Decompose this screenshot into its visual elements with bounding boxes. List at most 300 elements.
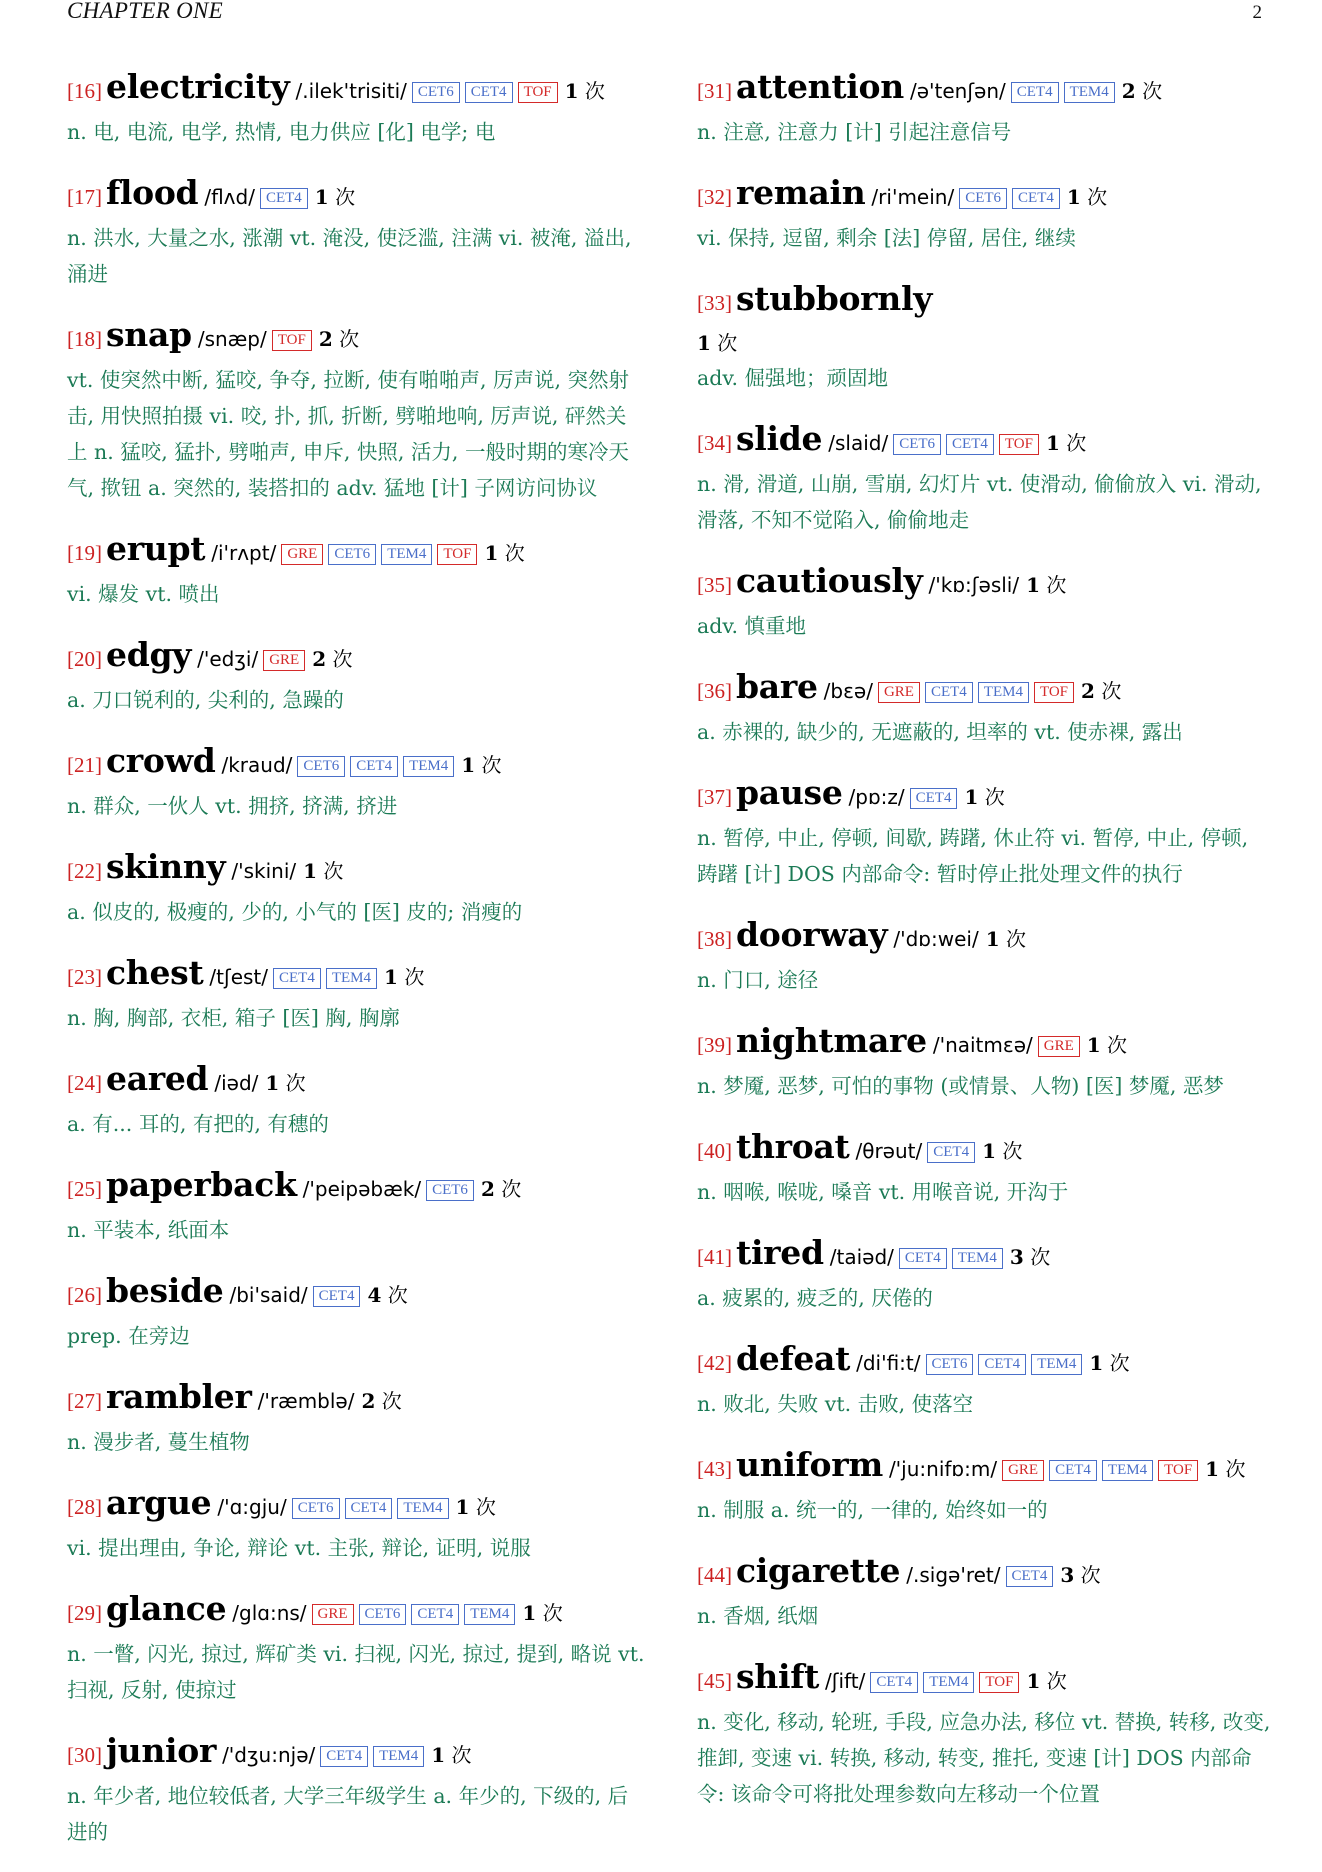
entry-headline <box>67 528 645 576</box>
occurrence <box>1089 1351 1129 1375</box>
occurrence-unit: 次 <box>584 79 605 103</box>
exam-tag: TOF <box>979 1672 1019 1693</box>
entry-headline <box>697 914 1275 962</box>
pronunciation: /tʃest/ <box>209 965 269 989</box>
entry-headline <box>67 1482 645 1530</box>
exam-tag: TOF <box>272 330 312 351</box>
pronunciation: /'dɒ:wei/ <box>893 927 979 951</box>
entry-headline <box>67 952 645 1000</box>
occurrence <box>522 1601 562 1625</box>
exam-tag: CET6 <box>426 1180 474 1201</box>
entry-number: [18] <box>67 327 102 351</box>
entry-number: [32] <box>697 185 732 209</box>
headword: throat <box>736 1127 850 1166</box>
headword: pause <box>736 773 843 812</box>
occurrence <box>384 965 424 989</box>
entry-headline <box>67 172 645 220</box>
occurrence-count: 4 <box>367 1283 382 1307</box>
pronunciation: /i'rʌpt/ <box>211 541 277 565</box>
occurrence <box>1081 679 1121 703</box>
occurrence-unit: 次 <box>1005 927 1026 951</box>
exam-tag: CET4 <box>870 1672 918 1693</box>
occurrence-unit: 次 <box>1087 185 1108 209</box>
pronunciation: /'ræmblə/ <box>257 1389 355 1413</box>
occurrence-unit: 次 <box>481 753 502 777</box>
pronunciation: /di'fi:t/ <box>856 1351 921 1375</box>
entry-headline <box>67 634 645 682</box>
entry-number: [22] <box>67 859 102 883</box>
definition: n. 群众, 一伙人 vt. 拥挤, 挤满, 挤进 <box>67 794 398 818</box>
exam-tag: TOF <box>437 544 477 565</box>
headword: doorway <box>736 915 888 954</box>
definition: n. 洪水, 大量之水, 涨潮 vt. 淹没, 使泛滥, 注满 vi. 被淹, 溢出, 涌进 <box>67 226 632 286</box>
occurrence-count: 1 <box>314 185 329 209</box>
definition: adv. 倔强地；顽固地 <box>697 366 889 390</box>
exam-tag: GRE <box>281 544 323 565</box>
entry-headline <box>697 1444 1275 1492</box>
occurrence-unit: 次 <box>381 1389 402 1413</box>
definition: n. 一瞥, 闪光, 掠过, 辉矿类 vi. 扫视, 闪光, 掠过, 提到, 略说 vt. 扫视, 反射, 使掠过 <box>67 1642 645 1702</box>
occurrence-unit: 次 <box>1066 431 1087 455</box>
occurrence-count: 2 <box>312 647 327 671</box>
exam-tag: CET4 <box>899 1248 947 1269</box>
entry-number: [25] <box>67 1177 102 1201</box>
definition: vi. 保持, 逗留, 剩余 [法] 停留, 居住, 继续 <box>697 226 1076 250</box>
occurrence-unit: 次 <box>1030 1245 1051 1269</box>
entry-number: [41] <box>697 1245 732 1269</box>
exam-tag: CET6 <box>297 756 345 777</box>
dictionary-entry <box>697 1656 1275 1812</box>
page-number: 2 <box>1252 2 1262 23</box>
occurrence-count: 1 <box>1026 1669 1041 1693</box>
pronunciation: /'ɑ:gju/ <box>217 1495 287 1519</box>
headword: snap <box>106 315 192 354</box>
definition: a. 刀口锐利的, 尖利的, 急躁的 <box>67 688 344 712</box>
definition: vt. 使突然中断, 猛咬, 争夺, 拉断, 使有啪啪声, 厉声说, 突然射击, 用快照拍摄 vi. 咬, 扑, 抓, 折断, 劈啪地响, 厉声说, 砰然关上 n. 猛咬, 猛扑, 劈啪声, 申斥, 快照, 活力, 一般时期的寒冷天气, 揿钮 a. 突然的, 装搭扣的 adv. 猛地 [计] 子网访问协议 <box>67 368 630 500</box>
pronunciation: /bi'said/ <box>229 1283 308 1307</box>
pronunciation: /flʌd/ <box>204 185 255 209</box>
entry-number: [16] <box>67 79 102 103</box>
occurrence <box>312 647 352 671</box>
occurrence <box>565 79 605 103</box>
exam-tag: TEM4 <box>381 544 432 565</box>
pronunciation: /'ju:nifɒ:m/ <box>888 1457 998 1481</box>
occurrence-unit: 次 <box>1101 679 1122 703</box>
occurrence-unit: 次 <box>1107 1033 1128 1057</box>
entry-number: [31] <box>697 79 732 103</box>
pronunciation: /bɛə/ <box>823 679 873 703</box>
occurrence <box>456 1495 496 1519</box>
occurrence-line <box>697 326 1275 360</box>
entry-headline <box>67 846 645 894</box>
occurrence-count: 1 <box>265 1071 280 1095</box>
pronunciation: /.sigə'ret/ <box>906 1563 1001 1587</box>
occurrence <box>367 1283 407 1307</box>
exam-tag: CET4 <box>273 968 321 989</box>
entry-headline <box>67 1588 645 1636</box>
dictionary-entry <box>697 1338 1275 1422</box>
occurrence-unit: 次 <box>404 965 425 989</box>
exam-tag: CET4 <box>465 82 513 103</box>
entry-number: [24] <box>67 1071 102 1095</box>
entry-number: [20] <box>67 647 102 671</box>
pronunciation: /'peipəbæk/ <box>302 1177 422 1201</box>
exam-tag: GRE <box>263 650 305 671</box>
headword: paperback <box>106 1165 297 1204</box>
entry-number: [35] <box>697 573 732 597</box>
occurrence <box>1067 185 1107 209</box>
pronunciation: /kraud/ <box>221 753 293 777</box>
definition: n. 门口, 途径 <box>697 968 819 992</box>
dictionary-entry <box>67 172 645 292</box>
pronunciation: /glɑ:ns/ <box>232 1601 307 1625</box>
exam-tag: GRE <box>878 682 920 703</box>
entry-number: [39] <box>697 1033 732 1057</box>
exam-tag: CET4 <box>411 1604 459 1625</box>
headword: bare <box>736 667 818 706</box>
occurrence-count: 3 <box>1009 1245 1024 1269</box>
occurrence-unit: 次 <box>1225 1457 1246 1481</box>
exam-tag: TEM4 <box>403 756 454 777</box>
entry-headline <box>697 1338 1275 1386</box>
dictionary-entry <box>67 314 645 506</box>
pronunciation: /iəd/ <box>214 1071 259 1095</box>
entry-headline <box>67 66 645 114</box>
dictionary-entry <box>697 66 1275 150</box>
occurrence-count: 1 <box>303 859 318 883</box>
dictionary-entry <box>67 1270 645 1354</box>
occurrence-count: 1 <box>522 1601 537 1625</box>
occurrence-unit: 次 <box>339 327 360 351</box>
occurrence <box>1205 1457 1245 1481</box>
exam-tag: CET4 <box>350 756 398 777</box>
headword: glance <box>106 1589 227 1628</box>
definition: a. 有... 耳的, 有把的, 有穗的 <box>67 1112 329 1136</box>
definition: n. 滑, 滑道, 山崩, 雪崩, 幻灯片 vt. 使滑动, 偷偷放入 vi. 滑动, 滑落, 不知不觉陷入, 偷偷地走 <box>697 472 1262 532</box>
entry-headline <box>697 666 1275 714</box>
headword: tired <box>736 1233 824 1272</box>
dictionary-entry <box>67 634 645 718</box>
occurrence <box>964 785 1004 809</box>
entry-number: [27] <box>67 1389 102 1413</box>
headword: attention <box>736 67 904 106</box>
entry-headline <box>697 1126 1275 1174</box>
occurrence-count: 2 <box>361 1389 376 1413</box>
right-column <box>697 66 1275 1834</box>
occurrence <box>1026 1669 1066 1693</box>
headword: cigarette <box>736 1551 901 1590</box>
exam-tag: CET6 <box>412 82 460 103</box>
exam-tag: CET4 <box>946 434 994 455</box>
definition: n. 制服 a. 统一的, 一律的, 始终如一的 <box>697 1498 1048 1522</box>
definition: prep. 在旁边 <box>67 1324 190 1348</box>
occurrence-count: 2 <box>1081 679 1095 703</box>
occurrence <box>1046 431 1086 455</box>
occurrence-unit: 次 <box>1046 573 1067 597</box>
occurrence <box>315 185 355 209</box>
exam-tag: CET6 <box>926 1354 974 1375</box>
headword: flood <box>106 173 199 212</box>
exam-tag: TOF <box>1158 1460 1198 1481</box>
dictionary-entry <box>67 952 645 1036</box>
dictionary-entry <box>697 560 1275 644</box>
occurrence-unit: 次 <box>335 185 356 209</box>
dictionary-entry <box>697 772 1275 892</box>
occurrence <box>481 1177 521 1201</box>
occurrence-unit: 次 <box>323 859 344 883</box>
entry-number: [34] <box>697 431 732 455</box>
occurrence-count: 1 <box>1089 1351 1104 1375</box>
occurrence-count: 1 <box>1066 185 1081 209</box>
definition: n. 注意, 注意力 [计] 引起注意信号 <box>697 120 1012 144</box>
headword: cautiously <box>736 561 923 600</box>
entry-headline <box>697 560 1275 608</box>
entry-number: [43] <box>697 1457 732 1481</box>
entry-number: [23] <box>67 965 102 989</box>
entry-number: [21] <box>67 753 102 777</box>
occurrence <box>986 927 1026 951</box>
entry-number: [40] <box>697 1139 732 1163</box>
dictionary-entry <box>697 1444 1275 1528</box>
entry-headline <box>697 1550 1275 1598</box>
exam-tag: GRE <box>1038 1036 1080 1057</box>
exam-tag: GRE <box>312 1604 354 1625</box>
entry-number: [19] <box>67 541 102 565</box>
definition: n. 漫步者, 蔓生植物 <box>67 1430 250 1454</box>
dictionary-entry <box>697 1550 1275 1634</box>
definition: n. 电, 电流, 电学, 热情, 电力供应 [化] 电学; 电 <box>67 120 496 144</box>
headword: slide <box>736 419 823 458</box>
exam-tag: TEM4 <box>1064 82 1115 103</box>
occurrence-unit: 次 <box>1142 79 1163 103</box>
entry-headline <box>67 314 645 362</box>
exam-tag: GRE <box>1002 1460 1044 1481</box>
occurrence-count: 1 <box>1086 1033 1101 1057</box>
dictionary-entry <box>697 1126 1275 1210</box>
exam-tag: CET6 <box>893 434 941 455</box>
exam-tag: TEM4 <box>952 1248 1003 1269</box>
occurrence-unit: 次 <box>1109 1351 1130 1375</box>
occurrence <box>461 753 501 777</box>
occurrence <box>265 1071 305 1095</box>
dictionary-entry <box>67 740 645 824</box>
headword: eared <box>106 1059 209 1098</box>
exam-tag: CET4 <box>260 188 308 209</box>
headword: rambler <box>106 1377 252 1416</box>
entry-headline <box>697 66 1275 114</box>
occurrence-count: 1 <box>1045 431 1060 455</box>
dictionary-entry <box>697 666 1275 750</box>
dictionary-entry <box>67 1058 645 1142</box>
chapter-heading: CHAPTER ONE <box>67 0 223 23</box>
pronunciation: /pɒ:z/ <box>848 785 905 809</box>
exam-tag: TEM4 <box>397 1498 448 1519</box>
definition: vi. 爆发 vt. 喷出 <box>67 582 220 606</box>
dictionary-entry <box>67 1730 645 1850</box>
dictionary-entry <box>697 1020 1275 1104</box>
exam-tag: TOF <box>1034 682 1074 703</box>
exam-tag: CET6 <box>292 1498 340 1519</box>
exam-tag: CET4 <box>345 1498 393 1519</box>
pronunciation: /.ilek'trisiti/ <box>295 79 407 103</box>
pronunciation: /'edʒi/ <box>197 647 259 671</box>
exam-tag: CET4 <box>1011 82 1059 103</box>
definition: vi. 提出理由, 争论, 辩论 vt. 主张, 辩论, 证明, 说服 <box>67 1536 531 1560</box>
occurrence-unit: 次 <box>984 785 1005 809</box>
entry-number: [42] <box>697 1351 732 1375</box>
entry-headline <box>67 740 645 788</box>
pronunciation: /'skini/ <box>231 859 297 883</box>
headword: stubbornly <box>736 279 933 318</box>
occurrence-count: 2 <box>480 1177 495 1201</box>
entry-headline <box>697 1020 1275 1068</box>
entry-number: [37] <box>697 785 732 809</box>
headword: junior <box>106 1731 217 1770</box>
occurrence-unit: 次 <box>387 1283 408 1307</box>
occurrence <box>1087 1033 1127 1057</box>
entry-number: [38] <box>697 927 732 951</box>
entry-number: [33] <box>697 291 732 315</box>
occurrence <box>484 541 524 565</box>
entry-headline <box>697 172 1275 220</box>
dictionary-entry <box>67 528 645 612</box>
headword: beside <box>106 1271 224 1310</box>
pronunciation: /ʃift/ <box>825 1669 866 1693</box>
occurrence-unit: 次 <box>501 1177 522 1201</box>
definition: a. 赤裸的, 缺少的, 无遮蔽的, 坦率的 vt. 使赤裸, 露出 <box>697 720 1183 744</box>
dictionary-entry <box>67 1164 645 1248</box>
occurrence-count: 3 <box>1060 1563 1075 1587</box>
entry-number: [45] <box>697 1669 732 1693</box>
headword: nightmare <box>736 1021 927 1060</box>
occurrence <box>1010 1245 1050 1269</box>
exam-tag: TEM4 <box>923 1672 974 1693</box>
occurrence-count: 1 <box>982 1139 996 1163</box>
exam-tag: TOF <box>999 434 1039 455</box>
exam-tag: CET6 <box>959 188 1007 209</box>
occurrence <box>303 859 343 883</box>
dictionary-entry <box>697 278 1275 396</box>
headword: electricity <box>106 67 290 106</box>
occurrence-count: 1 <box>697 331 711 355</box>
entry-number: [17] <box>67 185 102 209</box>
dictionary-entry <box>697 172 1275 256</box>
entry-headline <box>697 278 1275 326</box>
exam-tag: CET6 <box>359 1604 407 1625</box>
entry-number: [29] <box>67 1601 102 1625</box>
entry-headline <box>67 1730 645 1778</box>
definition: n. 变化, 移动, 轮班, 手段, 应急办法, 移位 vt. 替换, 转移, 改变, 推卸, 变速 vi. 转换, 移动, 转变, 推托, 变速 [计] DOS 内部命令: 该命令可将批处理参数向左移动一个位置 <box>697 1710 1271 1806</box>
entry-headline <box>697 1656 1275 1704</box>
exam-tag: CET4 <box>978 1354 1026 1375</box>
definition: n. 香烟, 纸烟 <box>697 1604 819 1628</box>
occurrence-unit: 次 <box>717 331 738 355</box>
headword: skinny <box>106 847 226 886</box>
occurrence <box>431 1743 471 1767</box>
dictionary-entry <box>697 1232 1275 1316</box>
dictionary-entry <box>67 1588 645 1708</box>
exam-tag: CET4 <box>910 788 958 809</box>
occurrence <box>1122 79 1162 103</box>
exam-tag: CET4 <box>1049 1460 1097 1481</box>
exam-tag: CET6 <box>328 544 376 565</box>
occurrence-count: 1 <box>985 927 1000 951</box>
pronunciation: /ri'mein/ <box>871 185 955 209</box>
occurrence-count: 1 <box>964 785 979 809</box>
exam-tag: CET4 <box>927 1142 975 1163</box>
entry-number: [30] <box>67 1743 102 1767</box>
pronunciation: /snæp/ <box>197 327 267 351</box>
occurrence-count: 2 <box>318 327 333 351</box>
headword: edgy <box>106 635 192 674</box>
pronunciation: /'naitmɛə/ <box>932 1033 1033 1057</box>
pronunciation: /'dʒu:njə/ <box>222 1743 316 1767</box>
entry-headline <box>67 1270 645 1318</box>
occurrence-unit: 次 <box>542 1601 563 1625</box>
definition: adv. 慎重地 <box>697 614 807 638</box>
dictionary-entry <box>67 66 645 150</box>
occurrence <box>361 1389 401 1413</box>
dictionary-entry <box>67 846 645 930</box>
occurrence-count: 1 <box>384 965 398 989</box>
pronunciation: /slaid/ <box>828 431 889 455</box>
entry-number: [44] <box>697 1563 732 1587</box>
entry-headline <box>67 1058 645 1106</box>
headword: chest <box>106 953 204 992</box>
pronunciation: /taiəd/ <box>829 1245 894 1269</box>
occurrence-unit: 次 <box>332 647 353 671</box>
occurrence-unit: 次 <box>285 1071 306 1095</box>
dictionary-entry <box>67 1376 645 1460</box>
left-column <box>67 66 645 1872</box>
exam-tag: TEM4 <box>326 968 377 989</box>
entry-headline <box>697 1232 1275 1280</box>
definition: n. 胸, 胸部, 衣柜, 箱子 [医] 胸, 胸廓 <box>67 1006 400 1030</box>
entry-headline <box>67 1164 645 1212</box>
definition: n. 平装本, 纸面本 <box>67 1218 230 1242</box>
dictionary-entry <box>697 418 1275 538</box>
exam-tag: TOF <box>518 82 558 103</box>
occurrence-unit: 次 <box>451 1743 472 1767</box>
entry-headline <box>697 772 1275 820</box>
occurrence-count: 1 <box>461 753 476 777</box>
headword: argue <box>106 1483 212 1522</box>
occurrence <box>982 1139 1022 1163</box>
headword: erupt <box>106 529 206 568</box>
entry-number: [36] <box>697 679 732 703</box>
exam-tag: CET4 <box>1006 1566 1054 1587</box>
pronunciation: /ə'tenʃən/ <box>909 79 1006 103</box>
entry-number: [26] <box>67 1283 102 1307</box>
exam-tag: TEM4 <box>1031 1354 1082 1375</box>
occurrence-count: 2 <box>1121 79 1136 103</box>
occurrence-count: 1 <box>431 1743 446 1767</box>
occurrence-count: 1 <box>455 1495 470 1519</box>
headword: crowd <box>106 741 216 780</box>
entry-headline <box>697 418 1275 466</box>
exam-tag: CET4 <box>925 682 973 703</box>
dictionary-entry <box>67 1482 645 1566</box>
definition: a. 似皮的, 极瘦的, 少的, 小气的 [医] 皮的; 消瘦的 <box>67 900 523 924</box>
entry-number: [28] <box>67 1495 102 1519</box>
exam-tag: CET4 <box>1012 188 1060 209</box>
headword: defeat <box>736 1339 851 1378</box>
definition: n. 梦魇, 恶梦, 可怕的事物 (或情景、人物) [医] 梦魇, 恶梦 <box>697 1074 1224 1098</box>
exam-tag: TEM4 <box>464 1604 515 1625</box>
occurrence-count: 1 <box>484 541 499 565</box>
exam-tag: TEM4 <box>1102 1460 1153 1481</box>
definition: a. 疲累的, 疲乏的, 厌倦的 <box>697 1286 933 1310</box>
